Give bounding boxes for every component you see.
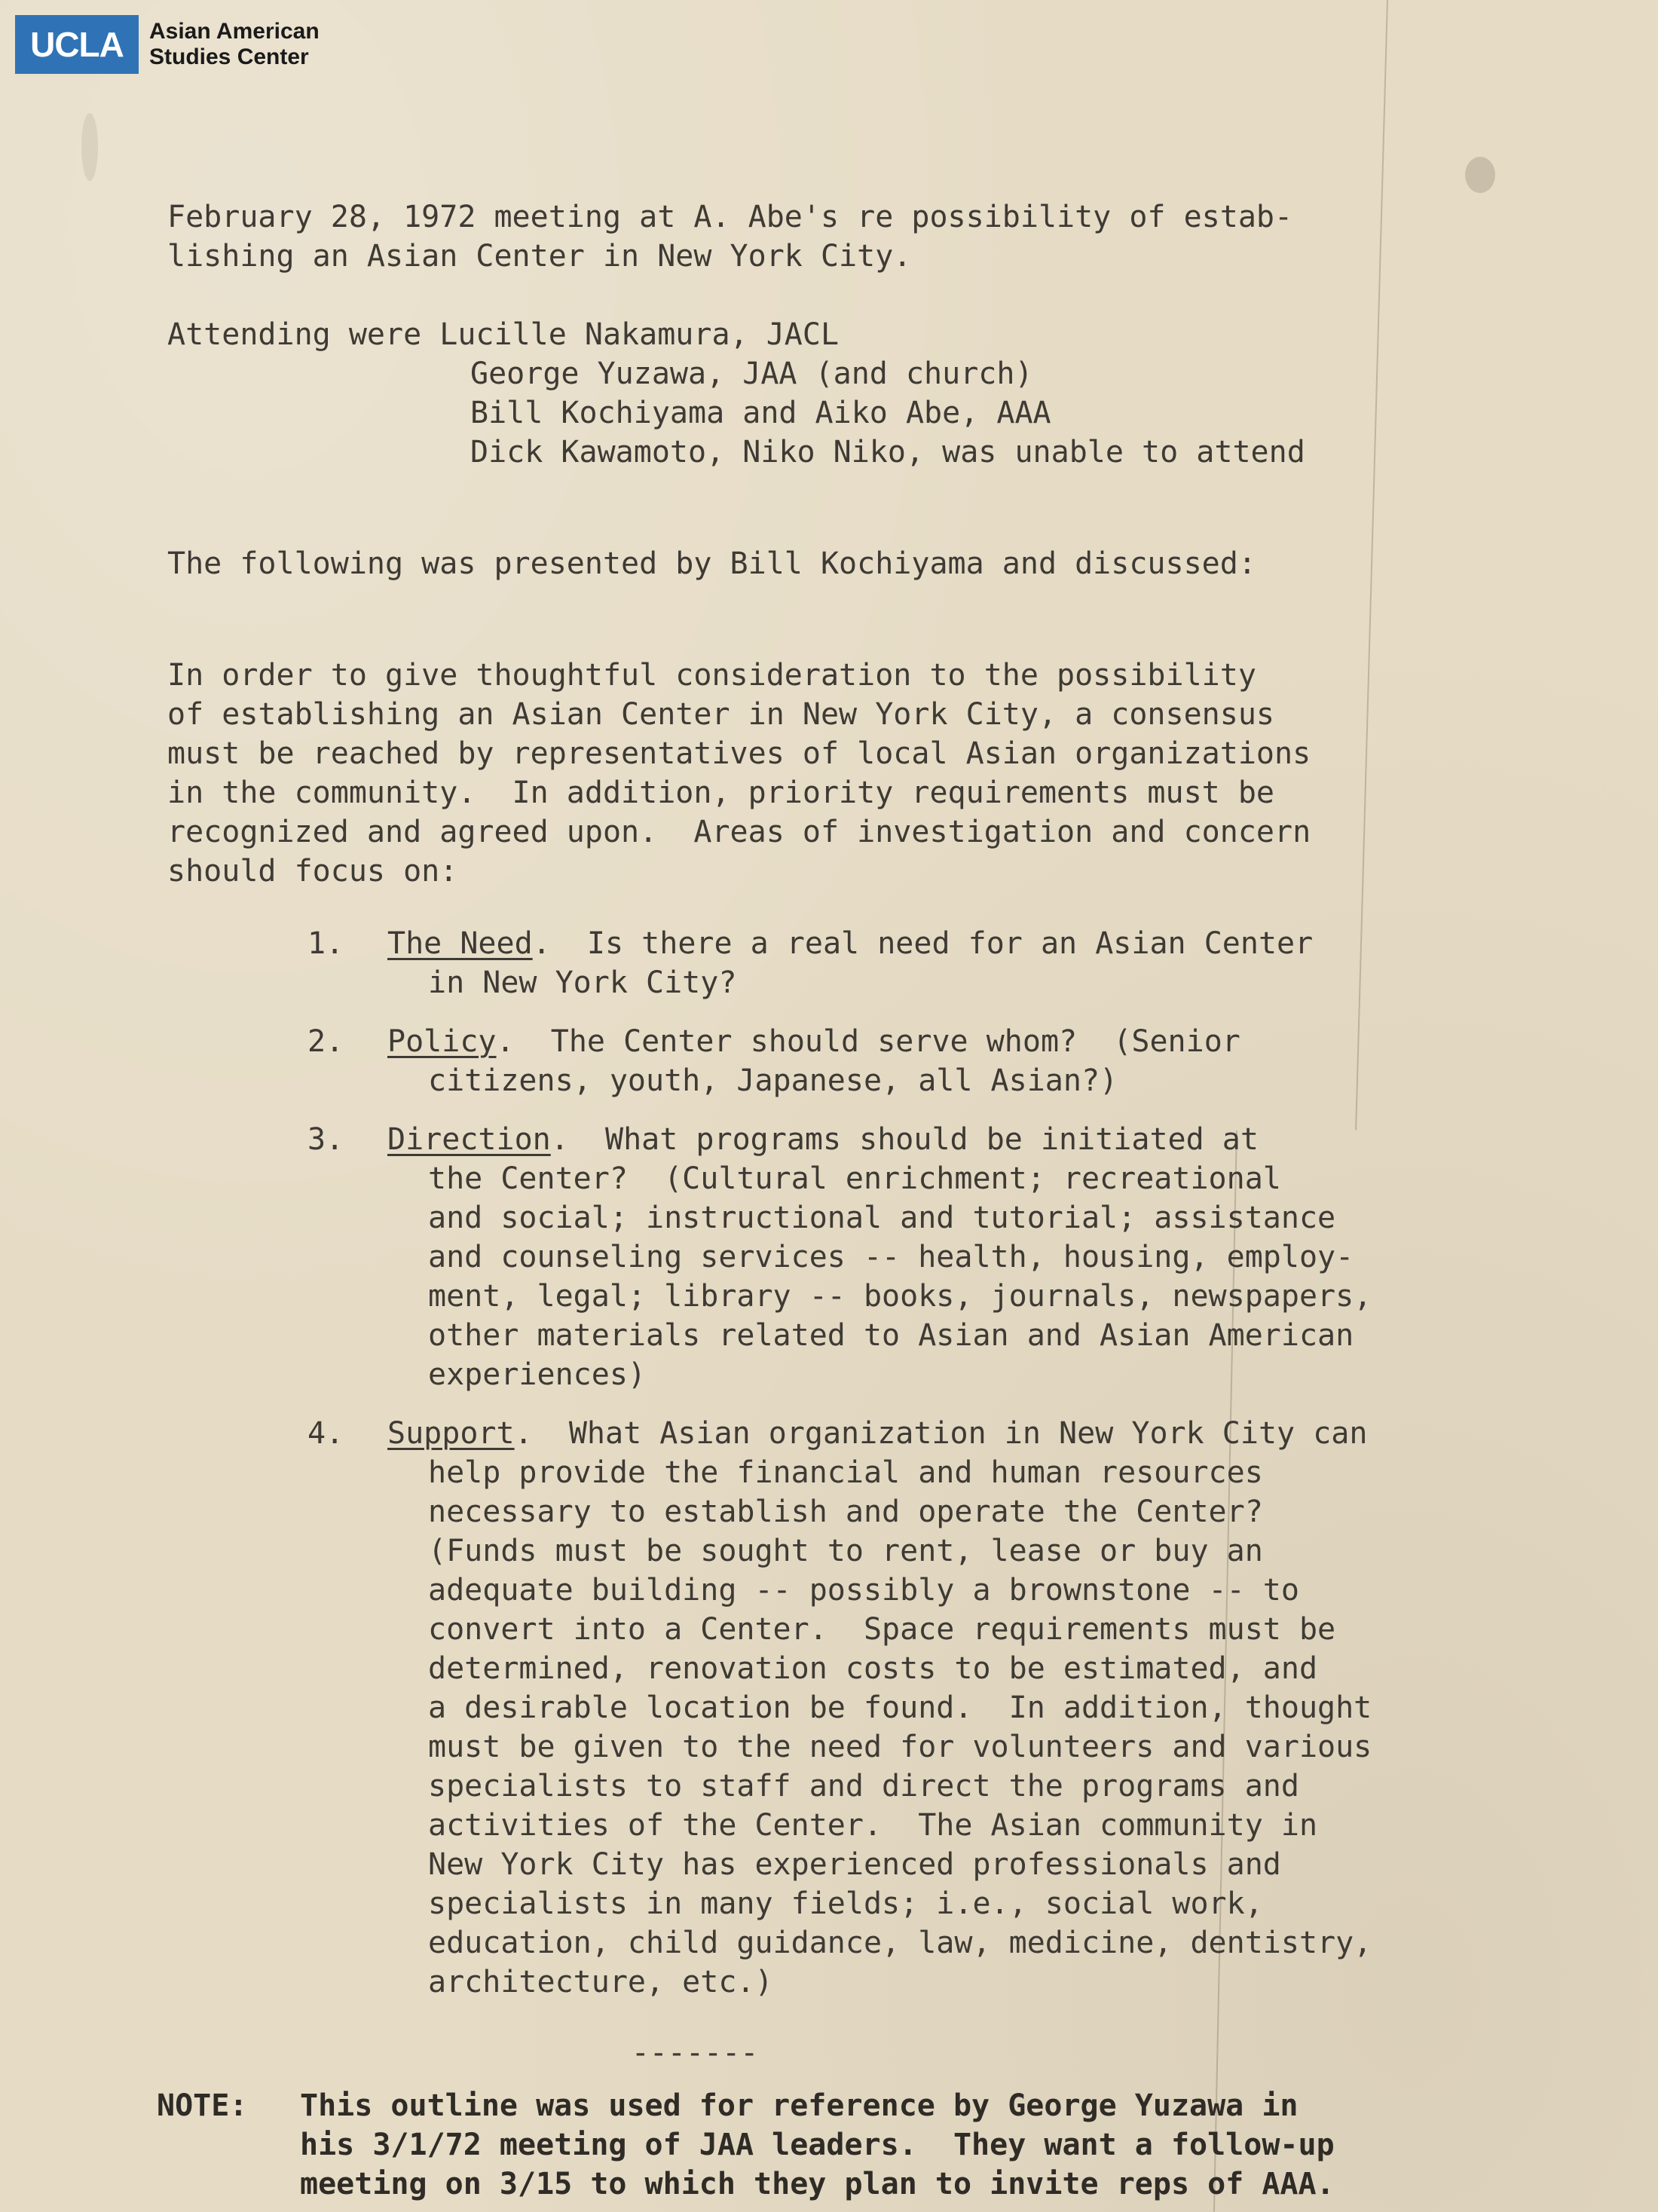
note-line: his 3/1/72 meeting of JAA leaders. They want a follow-up: [300, 2128, 1335, 2162]
list-item-number: 1.: [307, 926, 344, 961]
list-item-first-line: [387, 924, 1509, 963]
attendee: Dick Kawamoto, Niko Niko, was unable to attend: [470, 435, 1305, 470]
focus-list: [167, 924, 1509, 2002]
paper-stain: [1465, 157, 1495, 193]
document-title: [167, 197, 1509, 276]
list-item: [167, 1414, 1509, 2002]
list-item-line: in New York City?: [428, 965, 737, 1000]
intro-line: recognized and agreed upon. Areas of investigation and concern: [167, 815, 1311, 849]
intro-line: of establishing an Asian Center in New York City, a consensus: [167, 697, 1275, 732]
list-item-body: [387, 1120, 1509, 1394]
note-line: This outline was used for reference by George Yuzawa in: [300, 2088, 1299, 2123]
list-item-heading: Direction: [387, 1122, 551, 1157]
list-item-first-line: [387, 1414, 1509, 1453]
attending-lead: Attending were: [167, 317, 440, 352]
list-item-heading: Policy: [387, 1024, 497, 1059]
document-body: [157, 197, 1509, 2204]
list-item-text: . What Asian organization in New York City can: [514, 1416, 1368, 1451]
list-item: [167, 924, 1509, 1002]
list-item: [167, 1022, 1509, 1100]
separator-dashes: -------: [631, 2036, 759, 2070]
list-item-line: help provide the financial and human resources: [428, 1455, 1263, 1490]
list-item-number: 3.: [307, 1122, 344, 1157]
intro-paragraph: [167, 656, 1509, 891]
list-item-line: specialists to staff and direct the programs and: [428, 1769, 1299, 1804]
list-item-line: (Funds must be sought to rent, lease or buy an: [428, 1534, 1263, 1568]
list-item-line: activities of the Center. The Asian community in: [428, 1808, 1318, 1843]
title-line: February 28, 1972 meeting at A. Abe's re possibility of estab-: [167, 200, 1293, 234]
list-item-line: convert into a Center. Space requirements must be: [428, 1612, 1336, 1647]
intro-line: must be reached by representatives of local Asian organizations: [167, 736, 1311, 771]
note-line: meeting on 3/15 to which they plan to invite reps of AAA.: [300, 2167, 1335, 2201]
list-item-heading: The Need: [387, 926, 533, 961]
list-item-line: ment, legal; library -- books, journals, newspapers,: [428, 1279, 1372, 1314]
list-item-heading: Support: [387, 1416, 515, 1451]
note-body: [300, 2086, 1509, 2204]
list-item-number: 2.: [307, 1024, 344, 1059]
list-item-line: New York City has experienced professionals and: [428, 1847, 1281, 1882]
list-item-line: determined, renovation costs to be estimated, and: [428, 1651, 1318, 1686]
logo-line-2: Studies Center: [149, 44, 309, 69]
intro-line: in the community. In addition, priority requirements must be: [167, 776, 1275, 810]
list-item-body: [387, 924, 1509, 1002]
note-block: [157, 2086, 1509, 2204]
list-item-line: and social; instructional and tutorial; assistance: [428, 1201, 1336, 1235]
list-item-line: architecture, etc.): [428, 1965, 773, 1999]
title-line: lishing an Asian Center in New York City.: [167, 239, 912, 274]
logo-wordmark: [149, 19, 320, 70]
list-item-line: education, child guidance, law, medicine, dentistry,: [428, 1926, 1372, 1960]
note-label: NOTE:: [157, 2088, 248, 2123]
list-item-text: . The Center should serve whom? (Senior: [496, 1024, 1240, 1059]
attendees-block: [167, 315, 1509, 472]
list-item-line: must be given to the need for volunteers and various: [428, 1730, 1372, 1764]
list-item-line: a desirable location be found. In addition, thought: [428, 1690, 1372, 1725]
list-item-body: [387, 1414, 1509, 2002]
list-item-line: citizens, youth, Japanese, all Asian?): [428, 1063, 1118, 1098]
attendee: George Yuzawa, JAA (and church): [470, 356, 1033, 391]
list-item-line: adequate building -- possibly a brownstone -- to: [428, 1573, 1299, 1608]
attendee: Bill Kochiyama and Aiko Abe, AAA: [470, 396, 1051, 430]
list-item-text: . What programs should be initiated at: [550, 1122, 1259, 1157]
list-item-line: the Center? (Cultural enrichment; recreational: [428, 1161, 1281, 1196]
list-item-line: necessary to establish and operate the Center?: [428, 1495, 1263, 1529]
attendee-line: [167, 315, 1509, 354]
intro-line: In order to give thoughtful consideration to the possibility: [167, 658, 1256, 693]
presented-statement: The following was presented by Bill Kochiyama and discussed:: [167, 546, 1256, 581]
list-item-line: and counseling services -- health, housing, employ-: [428, 1240, 1354, 1274]
attendee: Lucille Nakamura, JACL: [439, 317, 840, 352]
logo-line-1: Asian American: [149, 19, 320, 44]
paper-stain: [81, 113, 98, 181]
intro-line: should focus on:: [167, 854, 458, 889]
list-item-first-line: [387, 1022, 1509, 1061]
ucla-aasc-logo: [15, 15, 320, 74]
list-item-body: [387, 1022, 1509, 1100]
list-item-first-line: [387, 1120, 1509, 1159]
list-item: [167, 1120, 1509, 1394]
ucla-logo-mark: UCLA: [15, 15, 139, 74]
list-item-line: experiences): [428, 1357, 646, 1392]
list-item-text: . Is there a real need for an Asian Center: [532, 926, 1314, 961]
list-item-number: 4.: [307, 1416, 344, 1451]
list-item-line: other materials related to Asian and Asian American: [428, 1318, 1354, 1353]
list-item-line: specialists in many fields; i.e., social work,: [428, 1886, 1263, 1921]
